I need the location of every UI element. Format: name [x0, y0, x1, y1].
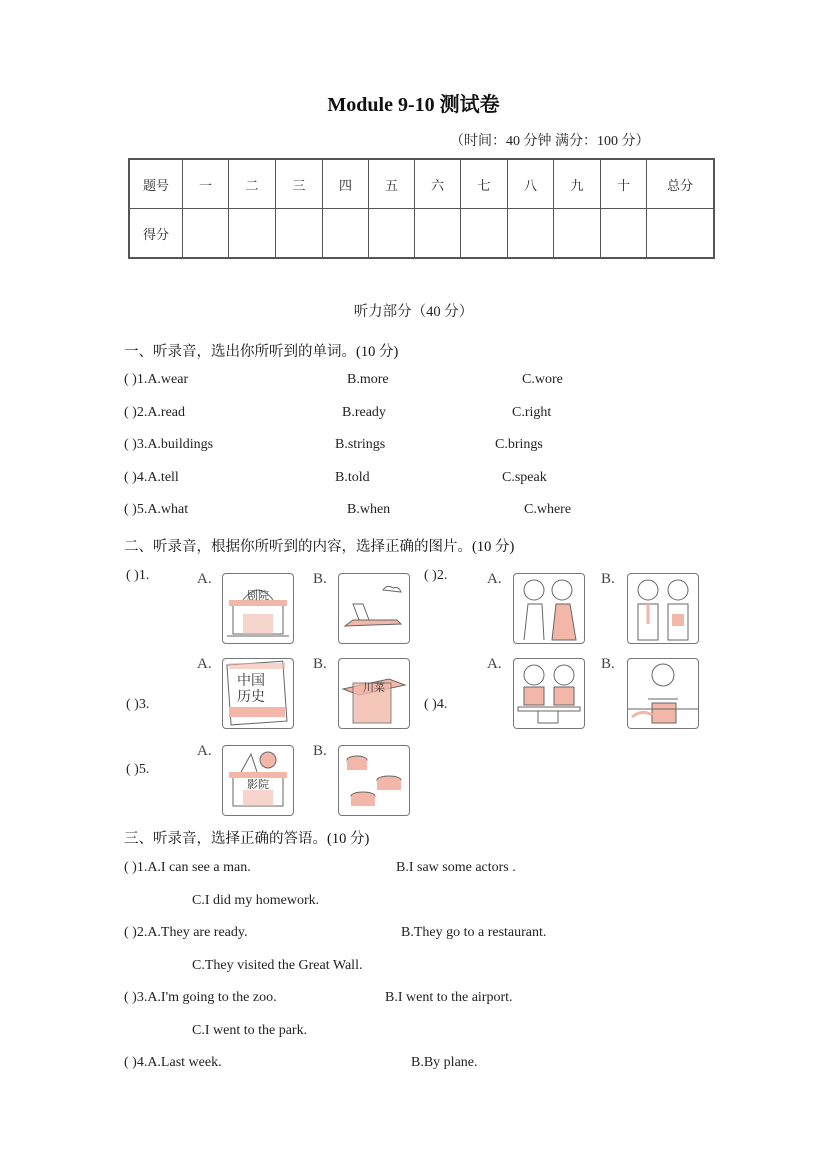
theatre-illustration	[223, 574, 293, 643]
answer-option-b: B.They go to a restaurant.	[401, 925, 547, 940]
score-input-cell[interactable]	[461, 209, 508, 259]
option-b-label: B.	[601, 571, 615, 587]
answer-option-c: C.I did my homework.	[192, 892, 320, 908]
question-option-c: C.speak	[502, 469, 547, 485]
option-a-picture-theatre[interactable]	[222, 573, 294, 644]
section2-heading: 二、听录音，根据你所听到的内容，选择正确的图片。(10 分)	[124, 539, 515, 555]
score-input-cell[interactable]	[554, 209, 601, 259]
option-a-label: A.	[197, 743, 212, 759]
score-input-cell[interactable]	[369, 209, 415, 259]
option-b-label: B.	[313, 571, 327, 587]
option-a-picture-two-boys-cooking[interactable]	[513, 658, 585, 729]
score-input-cell[interactable]	[415, 209, 461, 259]
restaurant-tables-illustration	[339, 746, 409, 815]
question-number-cell: 四	[323, 159, 369, 209]
question-number-cell: 六	[415, 159, 461, 209]
listening-part-title: 听力部分（40 分）	[353, 304, 474, 320]
option-b-picture-girl-wrapping-gift[interactable]	[627, 658, 699, 729]
answer-option-b: B.I saw some actors .	[396, 860, 516, 875]
question-option-b: B.told	[335, 469, 370, 485]
question-number-cell: 五	[369, 159, 415, 209]
answer-option-a: ( )4.A.Last week.	[124, 1055, 222, 1070]
question-number-cell: 一	[183, 159, 229, 209]
answer-option-a: ( )3.A.I'm going to the zoo.	[124, 990, 277, 1005]
question-option-b: B.when	[347, 502, 391, 517]
score-table-header-row	[129, 159, 714, 209]
score-input-cell[interactable]	[276, 209, 323, 259]
two-boys-cooking-illustration	[514, 659, 584, 728]
section3-heading: 三、听录音，选择正确的答语。(10 分)	[124, 831, 370, 847]
score-input-cell[interactable]	[229, 209, 276, 259]
two-people-talking-illustration	[514, 574, 584, 643]
score-table-score-row	[129, 209, 714, 259]
question-option-c: C.brings	[495, 437, 543, 452]
score-input-cell[interactable]	[183, 209, 229, 259]
option-a-picture-cinema[interactable]	[222, 745, 294, 816]
question-option-a: ( )5.A.what	[124, 502, 189, 517]
score-label: 得分	[129, 209, 183, 259]
question-option-a: ( )4.A.tell	[124, 469, 179, 485]
question-option-b: B.more	[347, 372, 389, 387]
picture-lettering: 川菜	[363, 681, 385, 694]
question-number-label: 题号	[129, 159, 183, 209]
question-option-b: B.ready	[342, 404, 386, 420]
two-girls-standing-illustration	[628, 574, 698, 643]
option-b-picture-restaurant-tables[interactable]	[338, 745, 410, 816]
answer-option-c: C.I went to the park.	[192, 1022, 308, 1038]
option-b-label: B.	[313, 743, 327, 759]
question-option-c: C.where	[524, 502, 572, 517]
page-title: Module 9-10 测试卷	[327, 94, 500, 116]
question-number-cell: 七	[461, 159, 508, 209]
question-option-c: C.right	[512, 404, 552, 420]
picture-lettering: 剧院	[247, 589, 269, 602]
question-number-cell: 二	[229, 159, 276, 209]
option-b-label: B.	[601, 656, 615, 672]
girl-wrapping-gift-illustration	[628, 659, 698, 728]
picture-question-number: ( )2.	[424, 568, 448, 583]
score-input-cell[interactable]	[508, 209, 554, 259]
picture-lettering: 影院	[247, 778, 269, 791]
time-and-score-info: （时间：40 分钟 满分：100 分）	[450, 134, 650, 149]
option-b-label: B.	[313, 656, 327, 672]
score-input-cell[interactable]	[323, 209, 369, 259]
picture-question-number: ( )1.	[126, 568, 150, 583]
answer-option-b: B.I went to the airport.	[385, 990, 513, 1005]
question-option-c: C.wore	[522, 372, 563, 387]
question-option-a: ( )1.A.wear	[124, 372, 189, 387]
answer-option-c: C.They visited the Great Wall.	[192, 957, 363, 973]
question-number-cell: 总分	[647, 159, 715, 209]
option-a-picture-two-people-talking[interactable]	[513, 573, 585, 644]
question-option-b: B.strings	[335, 437, 386, 452]
option-a-picture-chinese-history-book[interactable]	[222, 658, 294, 729]
option-b-picture-menu-book[interactable]	[338, 658, 410, 729]
picture-question-number: ( )3.	[126, 697, 150, 712]
score-table	[128, 158, 715, 259]
section1-heading: 一、听录音，选出你所听到的单词。(10 分)	[124, 344, 399, 360]
picture-question-number: ( )5.	[126, 762, 150, 777]
question-number-cell: 九	[554, 159, 601, 209]
question-option-a: ( )2.A.read	[124, 404, 186, 420]
airplane-illustration	[339, 574, 409, 643]
picture-question-number: ( )4.	[424, 697, 448, 712]
question-number-cell: 十	[601, 159, 647, 209]
option-a-label: A.	[487, 656, 502, 672]
question-option-a: ( )3.A.buildings	[124, 437, 214, 452]
picture-lettering: 中国历史	[237, 673, 265, 705]
answer-option-a: ( )2.A.They are ready.	[124, 925, 248, 940]
answer-option-a: ( )1.A.I can see a man.	[124, 860, 251, 875]
score-input-cell[interactable]	[601, 209, 647, 259]
option-b-picture-airplane[interactable]	[338, 573, 410, 644]
option-b-picture-two-girls-standing[interactable]	[627, 573, 699, 644]
answer-option-b: B.By plane.	[411, 1055, 478, 1070]
question-number-cell: 三	[276, 159, 323, 209]
question-number-cell: 八	[508, 159, 554, 209]
option-a-label: A.	[197, 571, 212, 587]
score-input-cell[interactable]	[647, 209, 715, 259]
option-a-label: A.	[487, 571, 502, 587]
option-a-label: A.	[197, 656, 212, 672]
